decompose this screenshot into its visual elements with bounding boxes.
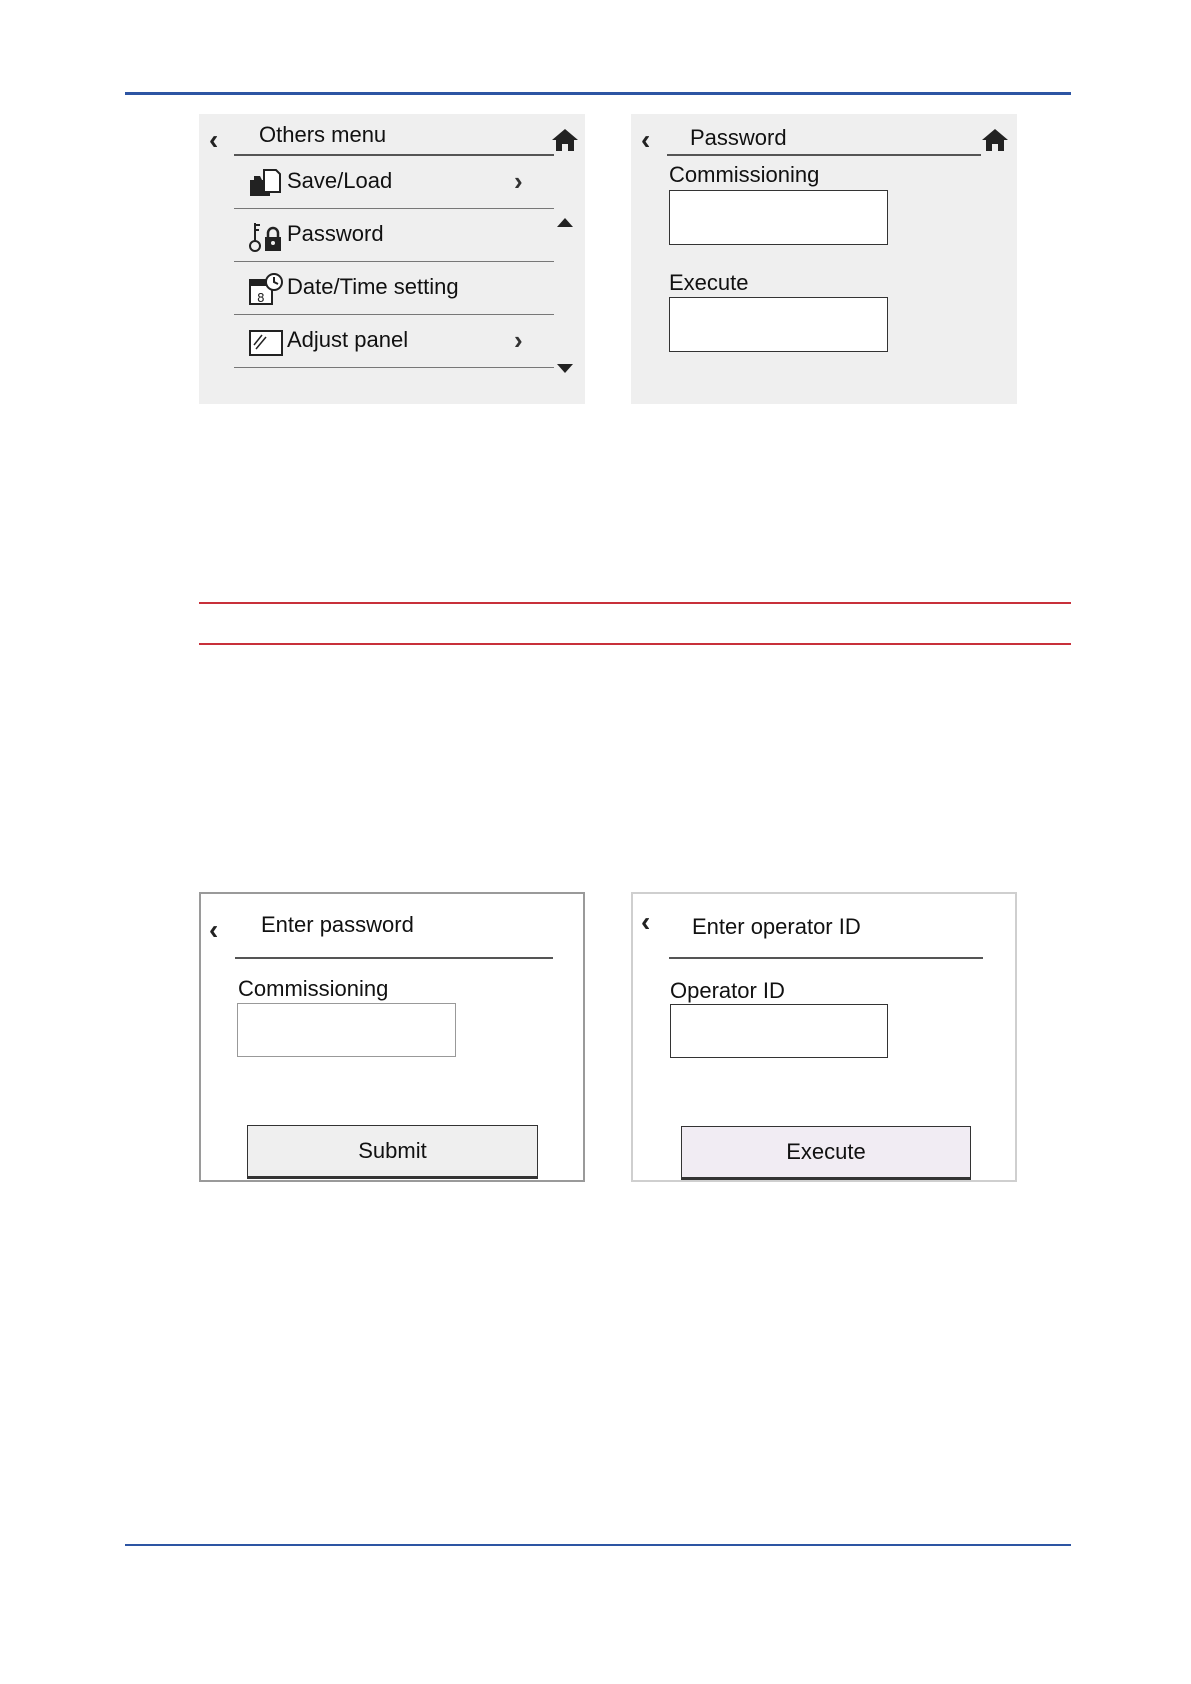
operator-id-field[interactable] xyxy=(670,1004,888,1058)
commissioning-label: Commissioning xyxy=(238,976,389,1001)
back-chevron-icon[interactable]: ‹ xyxy=(209,914,219,945)
title-divider xyxy=(669,957,983,959)
menu-item-label: Save/Load xyxy=(287,168,393,193)
execute-button[interactable]: Execute xyxy=(681,1126,971,1180)
save-load-icon xyxy=(248,166,284,200)
scroll-up-icon[interactable] xyxy=(557,218,573,227)
submit-button[interactable]: Submit xyxy=(247,1125,538,1179)
screen-title: Others menu xyxy=(259,122,387,147)
home-icon[interactable] xyxy=(551,128,579,152)
menu-item-save-load[interactable] xyxy=(234,156,554,209)
back-chevron-icon[interactable]: ‹ xyxy=(641,906,651,937)
menu-item-label: Date/Time setting xyxy=(287,274,459,299)
screen-title: Enter operator ID xyxy=(692,914,861,939)
commissioning-field[interactable] xyxy=(669,190,888,245)
others-menu-screen xyxy=(199,114,585,404)
title-divider xyxy=(667,154,981,156)
execute-field[interactable] xyxy=(669,297,888,352)
enter-password-screen xyxy=(199,892,585,1182)
calendar-clock-icon xyxy=(248,272,284,306)
menu-item-password[interactable] xyxy=(234,209,554,262)
back-chevron-icon[interactable]: ‹ xyxy=(641,124,651,155)
execute-label: Execute xyxy=(669,270,749,295)
operator-id-label: Operator ID xyxy=(670,978,785,1003)
menu-item-adjust-panel[interactable] xyxy=(234,315,554,368)
note-bottom-rule xyxy=(199,643,1071,645)
back-chevron-icon[interactable]: ‹ xyxy=(209,124,219,155)
footer-rule xyxy=(125,1544,1071,1546)
menu-item-date-time[interactable] xyxy=(234,262,554,315)
menu-item-label: Password xyxy=(287,221,384,246)
screen-title: Password xyxy=(690,125,787,150)
chevron-right-icon: › xyxy=(514,166,523,196)
commissioning-label: Commissioning xyxy=(669,162,820,187)
title-divider xyxy=(235,957,553,959)
commissioning-field[interactable] xyxy=(237,1003,456,1057)
panel-adjust-icon xyxy=(248,325,284,359)
enter-operator-id-screen xyxy=(631,892,1017,1182)
menu-item-label: Adjust panel xyxy=(287,327,409,352)
password-screen xyxy=(631,114,1017,404)
chevron-right-icon: › xyxy=(514,325,523,355)
svg-text:8: 8 xyxy=(257,291,265,305)
home-icon[interactable] xyxy=(981,128,1009,152)
header-rule xyxy=(125,92,1071,95)
screen-title: Enter password xyxy=(261,912,414,937)
scroll-down-icon[interactable] xyxy=(557,364,573,373)
note-top-rule xyxy=(199,602,1071,604)
key-lock-icon xyxy=(248,219,284,253)
